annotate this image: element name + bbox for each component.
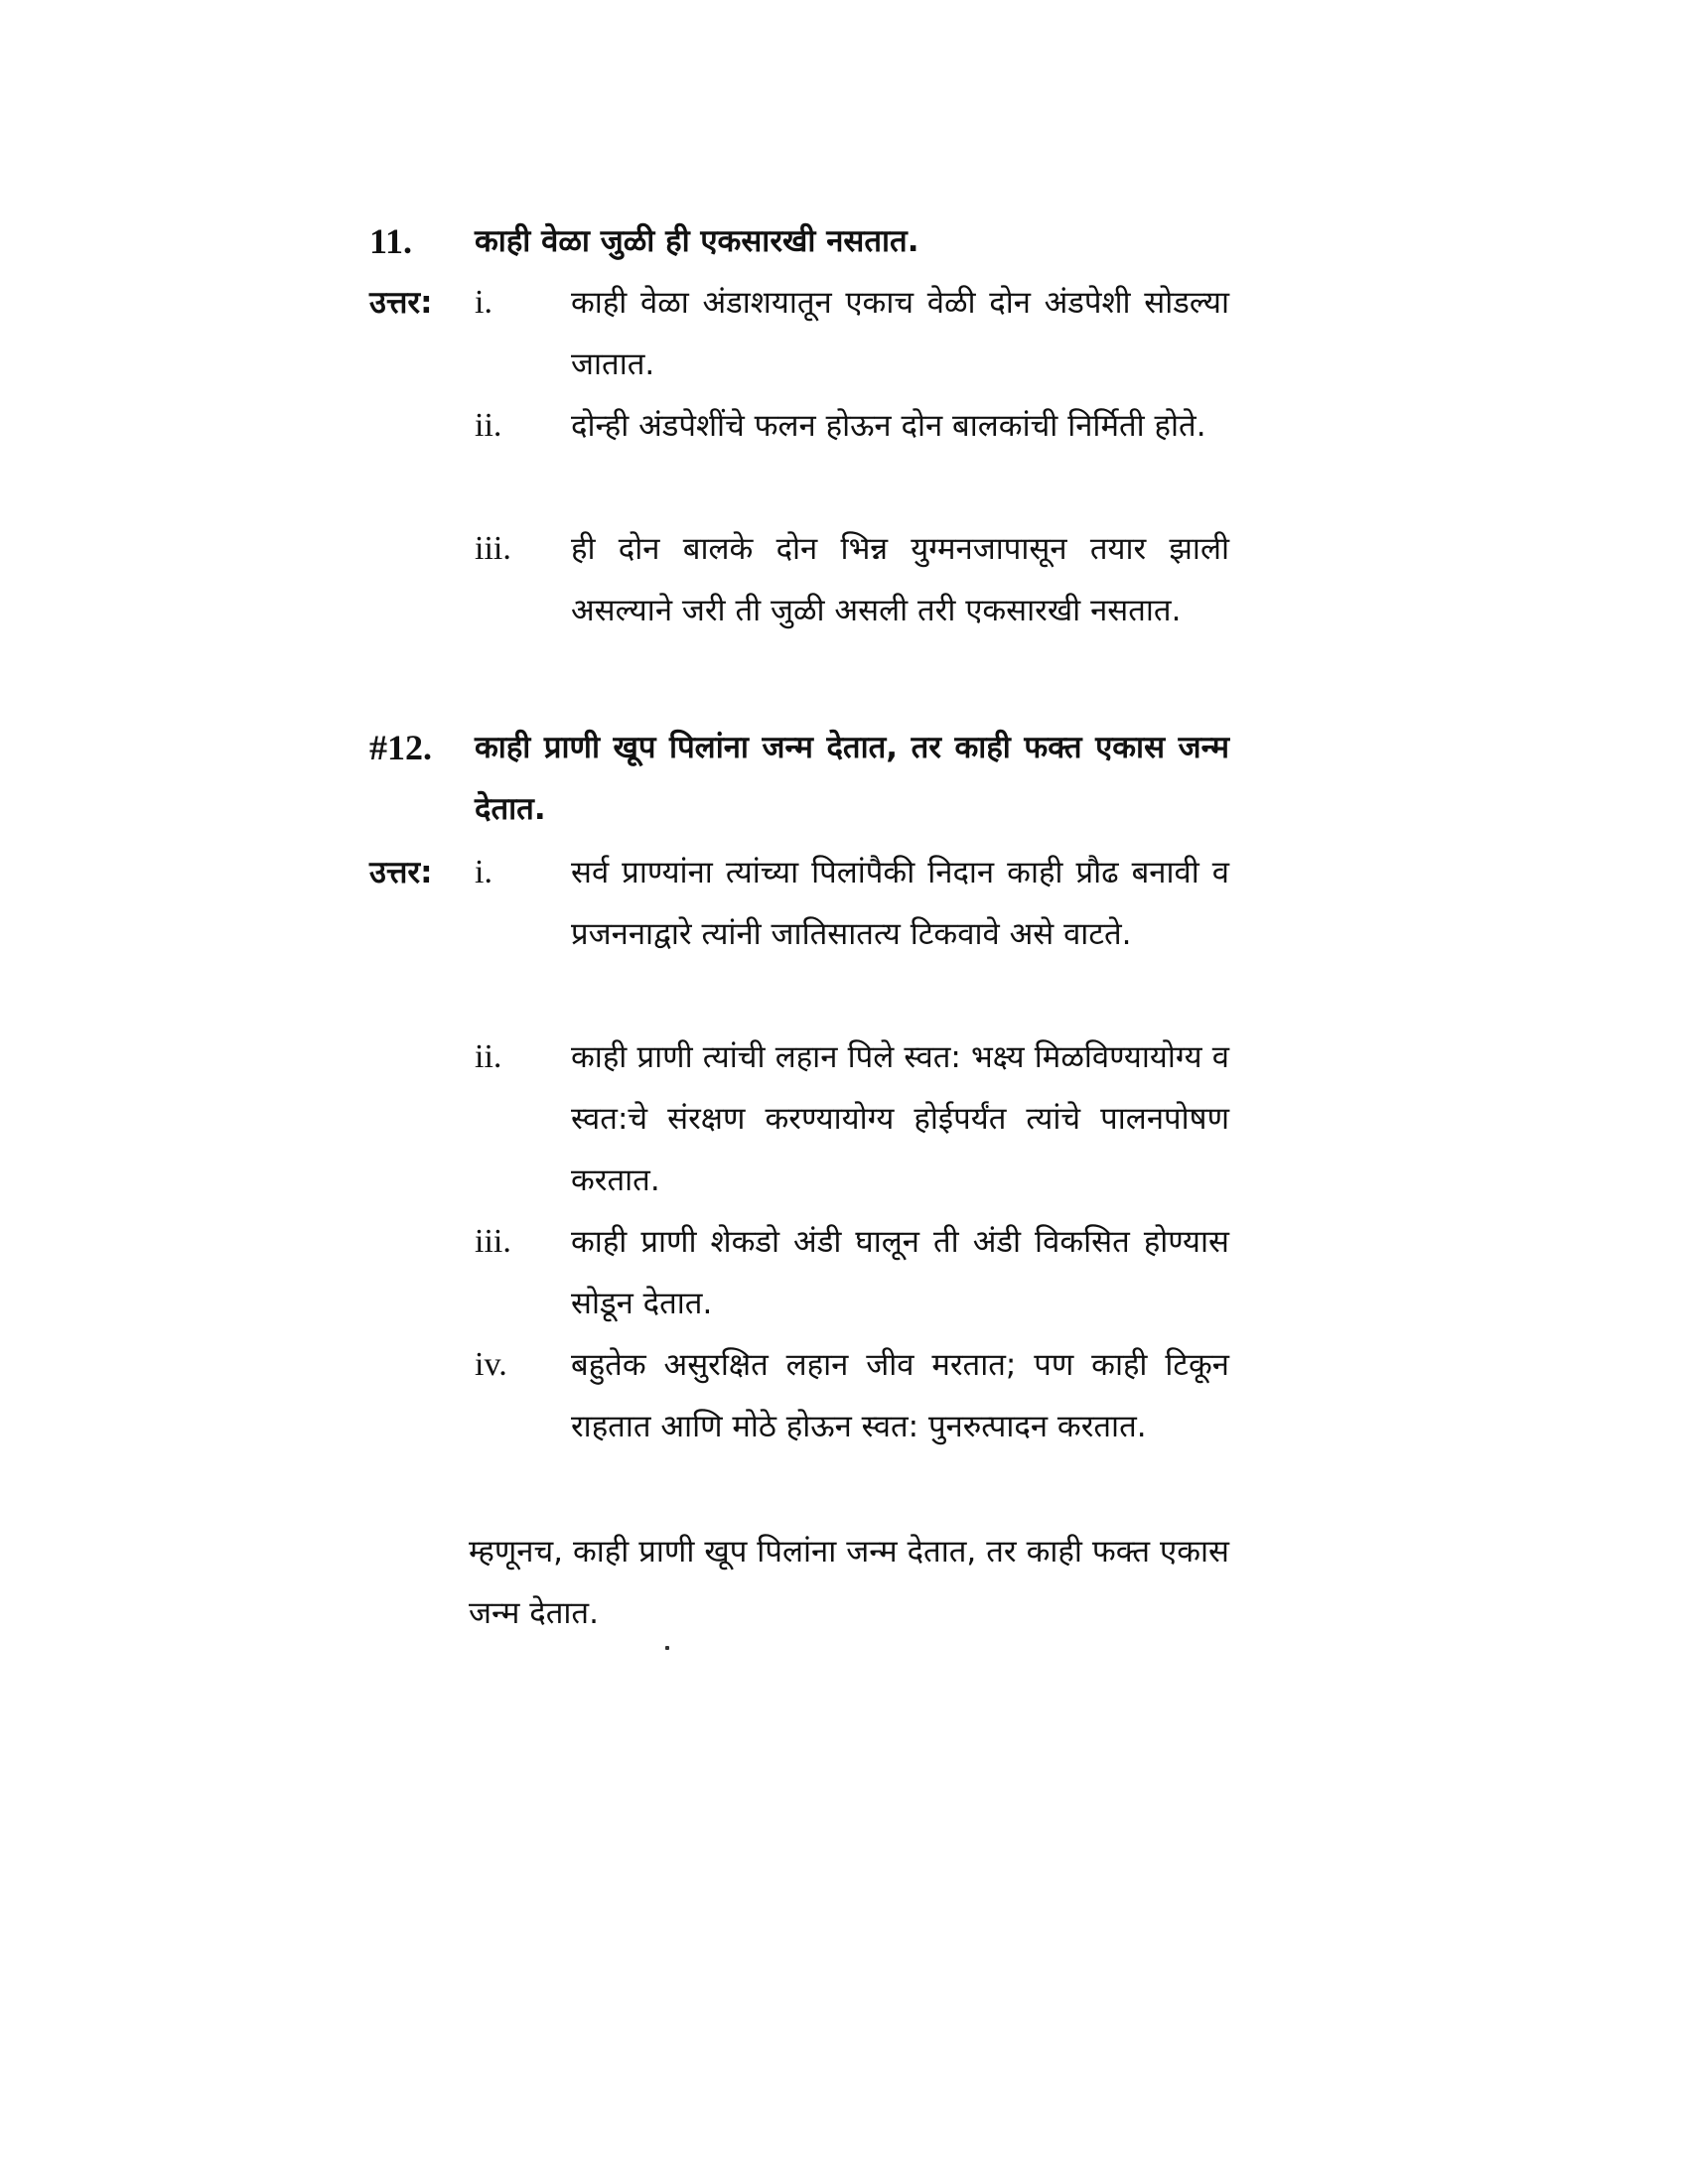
- question-text: काही प्राणी खूप पिलांना जन्म देतात, तर काही फक्त एकास जन्म देतात.: [475, 730, 1229, 827]
- question-11: [369, 210, 1229, 272]
- answer-label: उत्तर:: [369, 285, 433, 321]
- answer-12-point-4: [369, 1334, 1229, 1457]
- point-text: काही प्राणी शेकडो अंडी घालून ती अंडी विकसित होण्यास सोडून देतात.: [571, 1224, 1229, 1321]
- point-numeral: iv.: [475, 1346, 507, 1383]
- point-numeral: i.: [475, 854, 492, 890]
- point-text: सर्व प्राण्यांना त्यांच्या पिलांपैकी निदान काही प्रौढ बनावी व प्रजननाद्वारे त्यांनी जातिसातत्य टिकवावे असे वाटते.: [571, 855, 1229, 952]
- answer-12-conclusion: [369, 1521, 1229, 1644]
- conclusion-text: म्हणूनच, काही प्राणी खूप पिलांना जन्म देतात, तर काही फक्त एकास जन्म देतात.: [469, 1534, 1229, 1631]
- answer-11-point-2: [369, 395, 1229, 457]
- point-text: काही वेळा अंडाशयातून एकाच वेळी दोन अंडपेशी सोडल्या जातात.: [571, 285, 1229, 382]
- point-text: काही प्राणी त्यांची लहान पिले स्वत: भक्ष्य मिळविण्यायोग्य व स्वत:चे संरक्षण करण्यायोग्य होईपर्यंत त्यांचे पालनपोषण करतात.: [571, 1039, 1229, 1198]
- answer-11-point-3: [369, 518, 1229, 641]
- question-12: [369, 717, 1229, 840]
- answer-12-point-1: [369, 842, 1229, 965]
- point-numeral: i.: [475, 284, 492, 321]
- answer-12-point-3: [369, 1211, 1229, 1334]
- question-text: काही वेळा जुळी ही एकसारखी नसतात.: [475, 223, 919, 259]
- answer-label: उत्तर:: [369, 855, 433, 890]
- answer-12-point-2: [369, 1026, 1229, 1211]
- scan-speck: [665, 1646, 669, 1650]
- point-numeral: ii.: [475, 407, 502, 444]
- point-text: बहुतेक असुरक्षित लहान जीव मरतात; पण काही टिकून राहतात आणि मोठे होऊन स्वत: पुनरुत्पादन करतात.: [571, 1347, 1229, 1444]
- point-text: दोन्ही अंडपेशींचे फलन होऊन दोन बालकांची निर्मिती होते.: [571, 408, 1206, 444]
- point-numeral: iii.: [475, 530, 511, 567]
- point-text: ही दोन बालके दोन भिन्न युग्मनजापासून तयार झाली असल्याने जरी ती जुळी असली तरी एकसारखी नसतात.: [571, 531, 1229, 628]
- question-number: 11.: [369, 221, 413, 261]
- answer-11-point-1: [369, 272, 1229, 395]
- question-number: #12.: [369, 728, 432, 767]
- point-numeral: ii.: [475, 1038, 502, 1075]
- point-numeral: iii.: [475, 1223, 511, 1260]
